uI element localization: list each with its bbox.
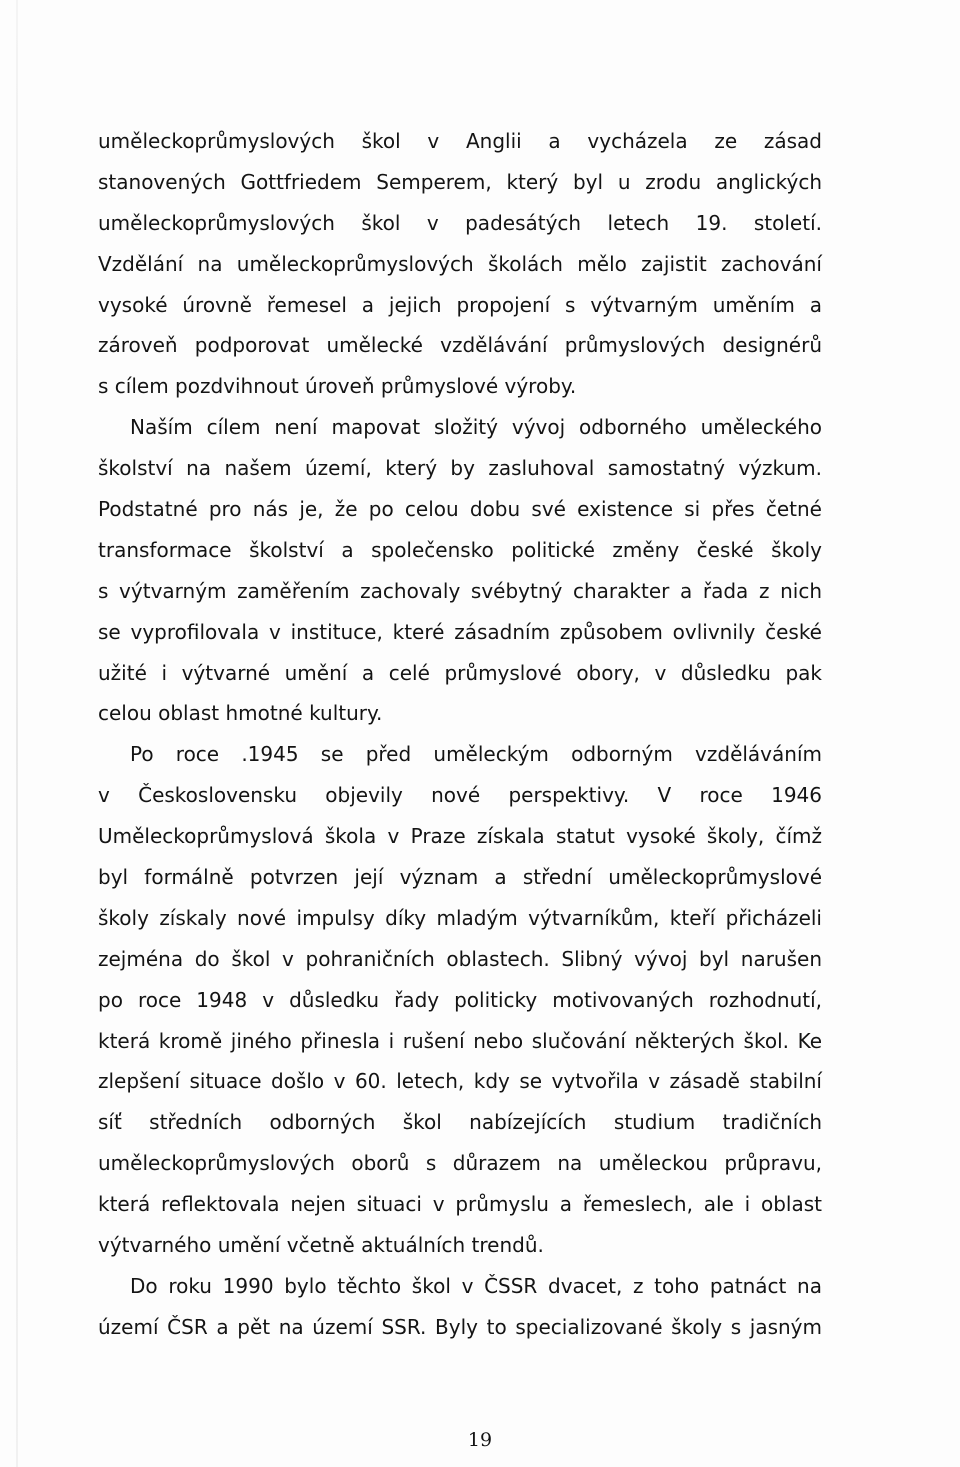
- text-line: školství na našem území, který by zasluhoval samostatný výzkum.: [98, 456, 822, 481]
- text-line: území ČSR a pět na území SSR. Byly to specializované školy s jasným: [98, 1314, 822, 1339]
- text-line: Po roce .1945 se před uměleckým odborným vzděláváním: [130, 742, 822, 767]
- text-line: Do roku 1990 bylo těchto škol v ČSSR dvacet, z toho patnáct na: [130, 1273, 822, 1298]
- text-line: byl formálně potvrzen její význam a střední uměleckoprůmyslové: [98, 865, 822, 890]
- text-line: s výtvarným zaměřením zachovaly svébytný charakter a řada z nich: [98, 578, 822, 603]
- text-line: zejména do škol v pohraničních oblastech. Slibný vývoj byl narušen: [98, 946, 822, 971]
- body-text: [98, 121, 822, 1348]
- text-line: s cílem pozdvihnout úroveň průmyslové výroby.: [98, 374, 577, 399]
- text-line: zároveň podporovat umělecké vzdělávání průmyslových designérů: [98, 333, 822, 358]
- text-line: která reflektovala nejen situaci v průmyslu a řemeslech, ale i oblast: [98, 1192, 822, 1217]
- text-line: Naším cílem není mapovat složitý vývoj odborného uměleckého: [130, 415, 822, 440]
- text-line: celou oblast hmotné kultury.: [98, 701, 383, 726]
- text-line: Podstatné pro nás je, že po celou dobu své existence si přes četné: [98, 497, 822, 522]
- text-line: zlepšení situace došlo v 60. letech, kdy se vytvořila v zásadě stabilní: [98, 1069, 822, 1094]
- text-line: stanovených Gottfriedem Semperem, který byl u zrodu anglických: [98, 169, 822, 194]
- text-line: Uměleckoprůmyslová škola v Praze získala statut vysoké školy, čímž: [98, 824, 822, 849]
- text-line: uměleckoprůmyslových škol v Anglii a vycházela ze zásad: [98, 129, 822, 153]
- text-line: transformace školství a společensko politické změny české školy: [98, 537, 822, 562]
- page-edge-shadow: [16, 0, 18, 1467]
- text-line: školy získaly nové impulsy díky mladým výtvarníkům, kteří přicházeli: [98, 905, 822, 930]
- text-line: se vyprofilovala v instituce, které zásadním způsobem ovlivnily české: [98, 619, 822, 644]
- text-line: výtvarného umění včetně aktuálních trendů.: [98, 1233, 544, 1258]
- text-line: užité i výtvarné umění a celé průmyslové obory, v důsledku pak: [98, 660, 822, 685]
- text-line: vysoké úrovně řemesel a jejich propojení s výtvarným uměním a: [98, 292, 822, 317]
- text-line: která kromě jiného přinesla i rušení nebo slučování některých škol. Ke: [98, 1028, 822, 1053]
- text-line: uměleckoprůmyslových oborů s důrazem na uměleckou průpravu,: [98, 1151, 822, 1176]
- text-line: uměleckoprůmyslových škol v padesátých letech 19. století.: [98, 210, 822, 235]
- text-line: Vzdělání na uměleckoprůmyslových školách mělo zajistit zachování: [98, 251, 822, 276]
- page-number: 19: [467, 1429, 493, 1451]
- text-line: po roce 1948 v důsledku řady politicky motivovaných rozhodnutí,: [98, 987, 822, 1012]
- text-line: v Československu objevily nové perspektivy. V roce 1946: [98, 783, 822, 808]
- text-line: síť středních odborných škol nabízejících studium tradičních: [98, 1110, 822, 1135]
